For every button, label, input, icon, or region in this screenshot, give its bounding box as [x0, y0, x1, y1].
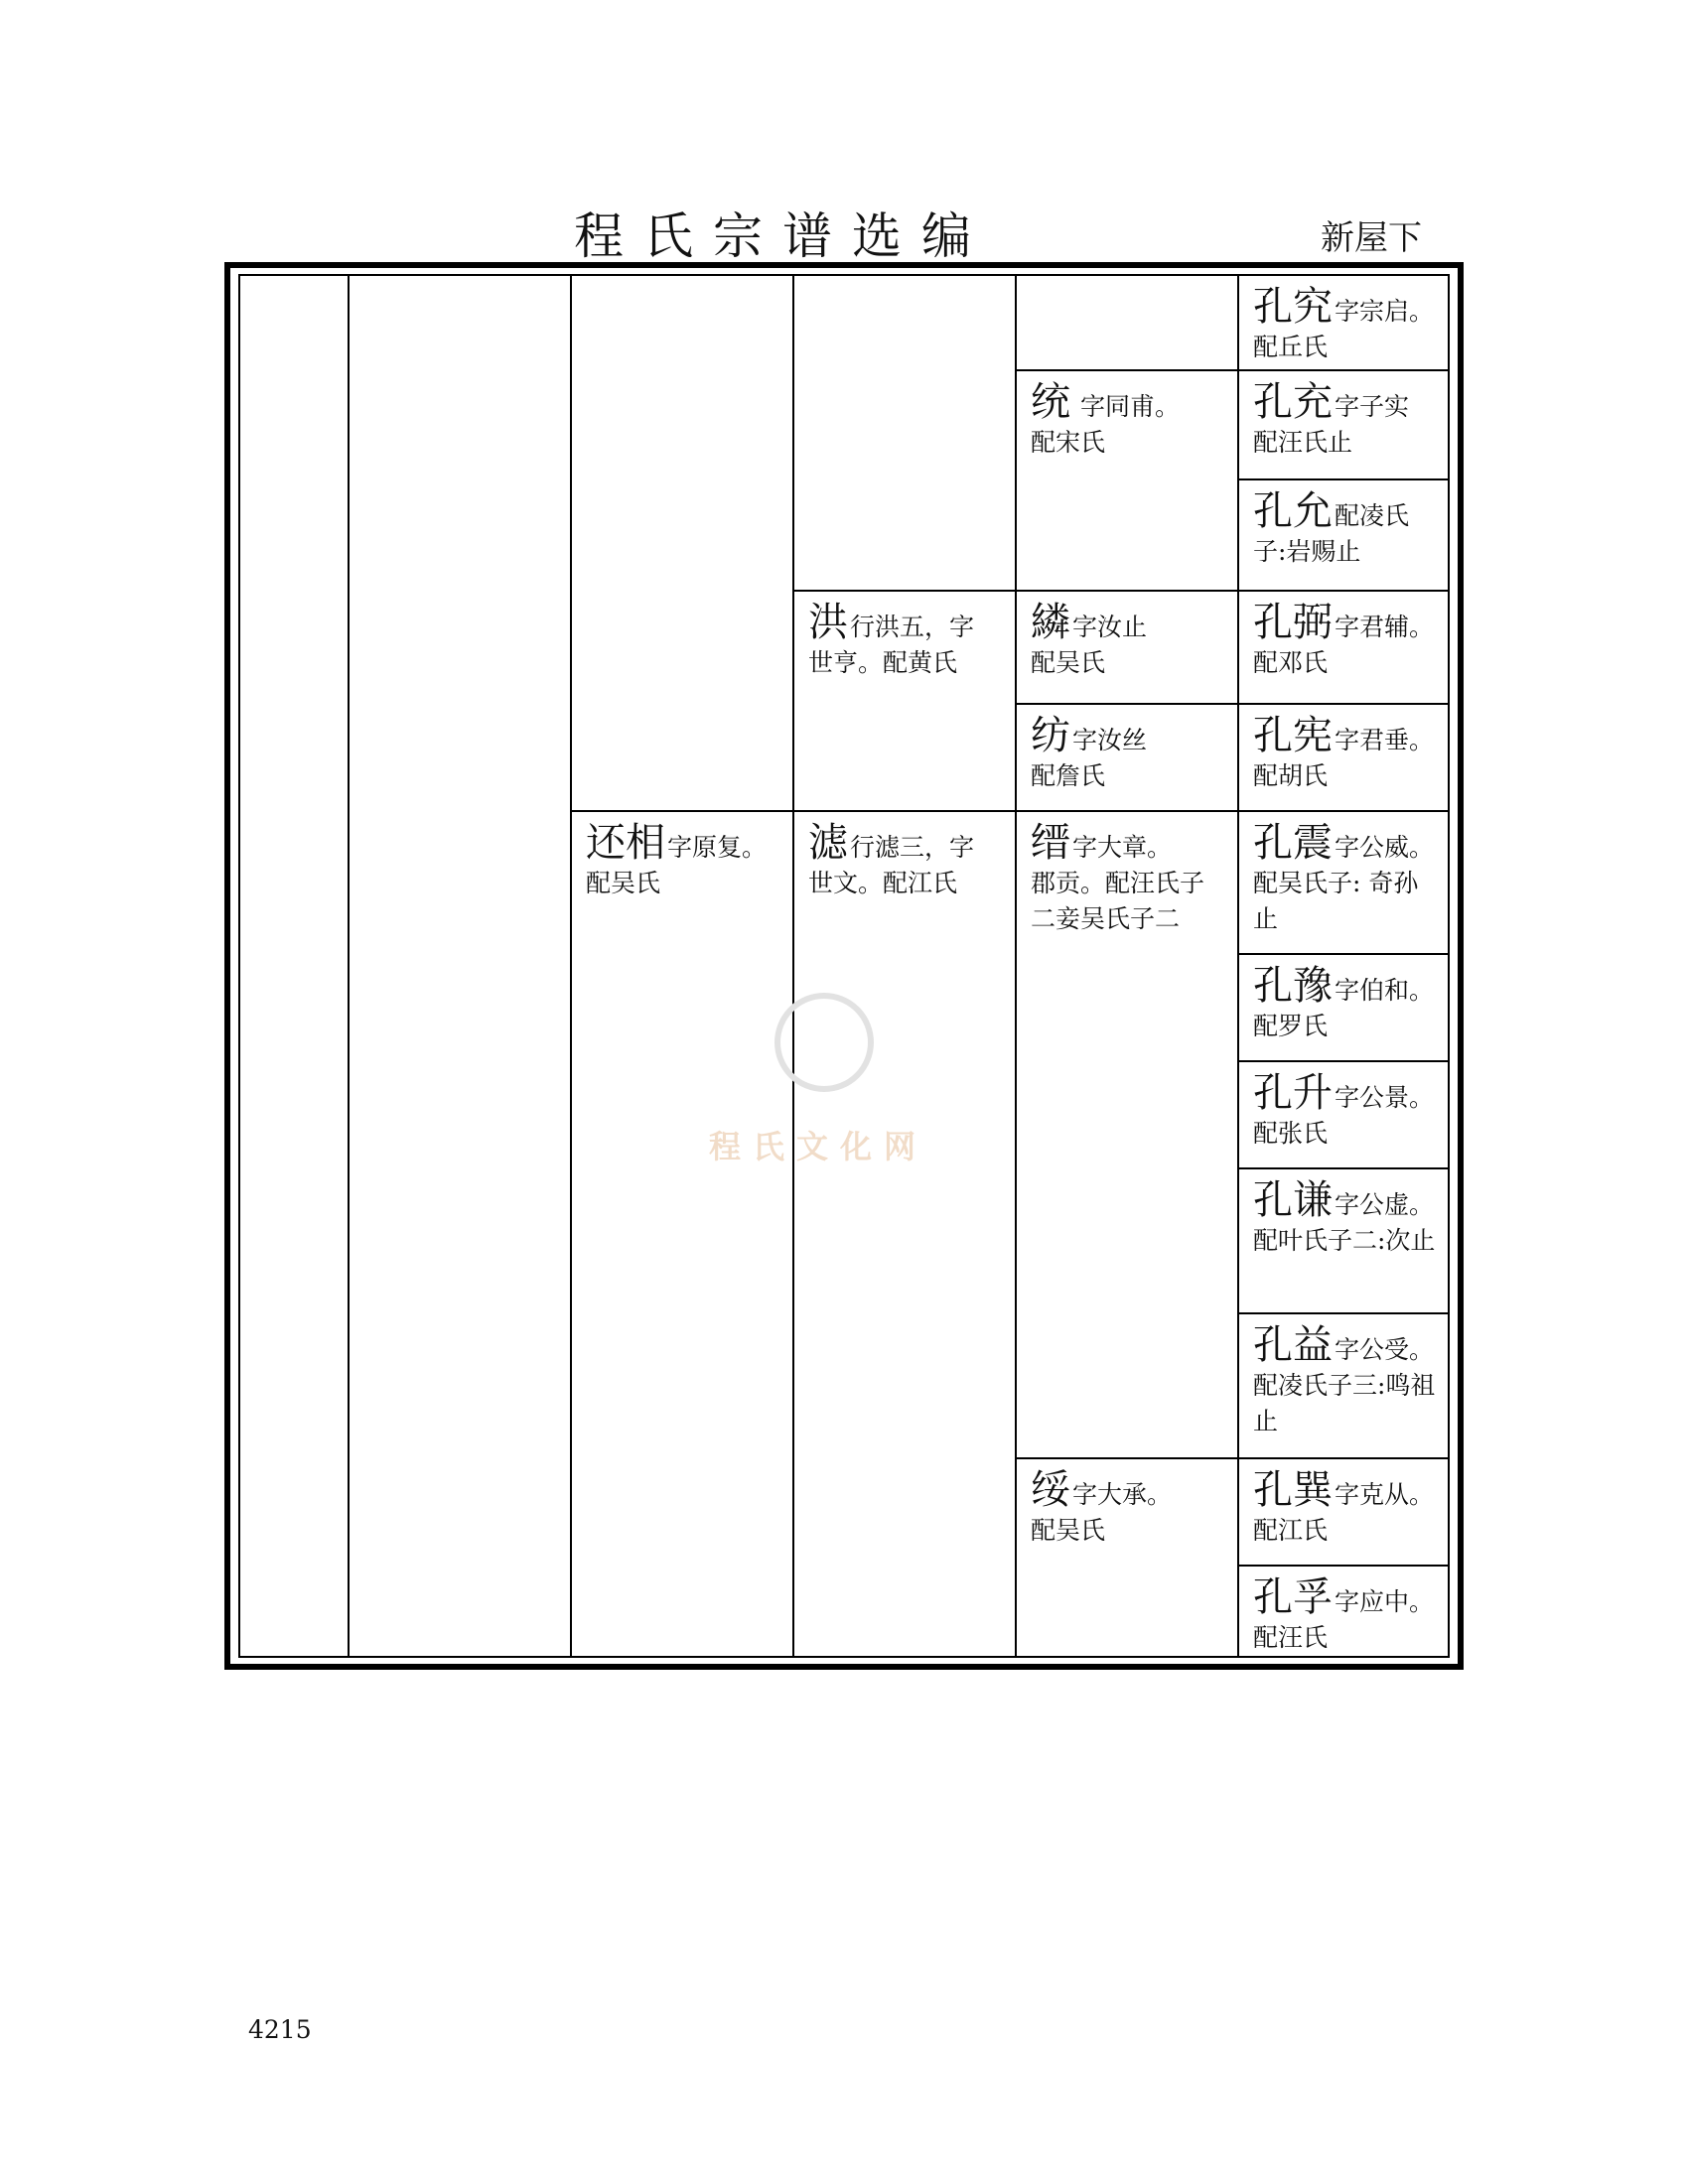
entry-cell: [1017, 812, 1237, 1110]
section-title: 新屋下: [1321, 218, 1422, 258]
person-name: 孔允: [1253, 488, 1333, 534]
entry-cell: [1017, 705, 1237, 810]
person-courtesy: 字汝止: [1072, 613, 1148, 641]
entry-cell: [1239, 812, 1450, 953]
person-name: 孔豫: [1253, 963, 1333, 1009]
person-notes: 郡贡。配汪氏子二妾吴氏子二: [1031, 869, 1205, 933]
person-courtesy: 字公威。: [1335, 833, 1435, 862]
person-name: 孔宪: [1253, 713, 1333, 758]
person-notes: 配汪氏: [1253, 1623, 1329, 1652]
person-name: 纺: [1031, 713, 1070, 758]
person-notes: 配江氏: [1253, 1516, 1329, 1545]
entry-cell: [572, 812, 792, 1110]
entry-cell: [1239, 1459, 1450, 1565]
person-name: 孔震: [1253, 820, 1333, 866]
person-notes: 配吴氏: [1031, 1516, 1106, 1545]
person-notes: 配吴氏: [586, 869, 661, 897]
person-courtesy: 配凌氏: [1335, 501, 1410, 530]
person-notes: 配宋氏: [1031, 428, 1106, 457]
person-courtesy: 字大章。: [1072, 833, 1173, 862]
page-title: 程氏宗谱选编: [574, 207, 991, 265]
person-courtesy: 字原复。: [667, 833, 768, 862]
person-courtesy: 行洪五，字: [850, 613, 975, 641]
entry-cell: [1017, 371, 1237, 590]
watermark-text: 程氏文化网: [709, 1128, 928, 1165]
person-courtesy: 字公受。: [1335, 1335, 1435, 1364]
person-courtesy: 字君辅。: [1335, 613, 1435, 641]
entry-cell: [1239, 1314, 1450, 1457]
entry-cell: [1239, 1169, 1450, 1312]
person-name: 孔弼: [1253, 600, 1333, 645]
person-notes: 配丘氏: [1253, 333, 1329, 361]
person-name: 孔益: [1253, 1322, 1333, 1368]
person-notes: 配罗氏: [1253, 1012, 1329, 1040]
person-name: 缙: [1031, 820, 1070, 866]
entry-cell: [1239, 371, 1450, 478]
person-notes: 配汪氏止: [1253, 428, 1353, 457]
entry-cell: [1239, 1567, 1450, 1658]
person-courtesy: 行滤三，字: [850, 833, 975, 862]
entry-cell: [1017, 592, 1237, 703]
person-name: 孔究: [1253, 284, 1333, 330]
person-notes: 配胡氏: [1253, 761, 1329, 790]
person-notes: 子:岩赐止: [1253, 537, 1361, 566]
person-notes: 配吴氏子: 奇孙止: [1253, 869, 1419, 933]
person-name: 孔谦: [1253, 1177, 1333, 1223]
person-notes: 世亨。配黄氏: [808, 648, 958, 677]
person-notes: 配吴氏: [1031, 648, 1106, 677]
entry-cell: [1239, 276, 1450, 369]
person-name: 孔孚: [1253, 1574, 1333, 1620]
watermark-seal-icon: [774, 993, 874, 1092]
person-notes: 世文。配江氏: [808, 869, 958, 897]
entry-cell: [1239, 480, 1450, 590]
entry-cell: [1239, 1062, 1450, 1167]
person-courtesy: 字子实: [1335, 392, 1410, 421]
entry-cell: [1017, 1459, 1237, 1658]
person-name: 绥: [1031, 1467, 1070, 1513]
person-courtesy: 字应中。: [1335, 1587, 1435, 1616]
person-courtesy: 字大承。: [1072, 1480, 1173, 1509]
person-courtesy: 字宗启。: [1335, 297, 1435, 326]
entry-cell: [1239, 955, 1450, 1060]
person-courtesy: 字同甫。: [1072, 392, 1180, 421]
person-courtesy: 字伯和。: [1335, 976, 1435, 1005]
person-courtesy: 字汝丝: [1072, 726, 1148, 754]
person-courtesy: 字公虚。: [1335, 1190, 1435, 1219]
person-notes: 配詹氏: [1031, 761, 1106, 790]
person-courtesy: 字克从。: [1335, 1480, 1435, 1509]
person-notes: 配叶氏子二:次止: [1253, 1226, 1436, 1255]
person-name: 滤: [808, 820, 848, 866]
person-name: 孔升: [1253, 1070, 1333, 1116]
person-name: 还相: [586, 820, 665, 866]
page-number: 4215: [248, 2015, 312, 2044]
entry-cell: [1239, 592, 1450, 703]
person-notes: 配凌氏子三:鸣祖止: [1253, 1371, 1436, 1435]
entry-cell: [794, 592, 1015, 810]
person-notes: 配邓氏: [1253, 648, 1329, 677]
person-name: 洪: [808, 600, 848, 645]
person-name: 孔充: [1253, 379, 1333, 425]
person-notes: 配张氏: [1253, 1119, 1329, 1148]
person-courtesy: 字公景。: [1335, 1083, 1435, 1112]
column-divider: [348, 274, 350, 1658]
person-name: 孔巽: [1253, 1467, 1333, 1513]
entry-cell: [1239, 705, 1450, 810]
person-name: 繗: [1031, 600, 1070, 645]
person-courtesy: 字君垂。: [1335, 726, 1435, 754]
person-name: 统: [1031, 379, 1070, 425]
